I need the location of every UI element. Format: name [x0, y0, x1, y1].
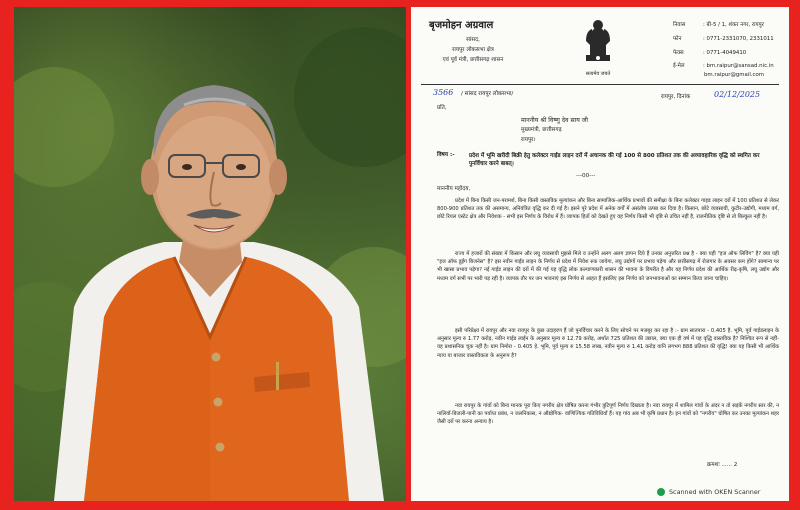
emblem-caption: सत्यमेव जयते — [585, 71, 611, 77]
contact-fax: फेक्स : 0771-4049410 — [673, 50, 747, 56]
divider-mark: ---00--- — [576, 173, 596, 179]
ref-label: / सांसद रायपुर लोकसभा/ — [461, 91, 514, 97]
contact-address: निवास : बी-5 / 1, शंकर नगर, रायपुर — [673, 22, 764, 28]
paragraph-1: प्रदेश में बिना किसी जन-परामर्श, बिना किसी वास्तविक मूल्यांकन और बिना सामाजिक-आर्थिक प्रभावों की समीक्षा के बिना कलेक्टर गाइड लाइन दरों में 100 प्रतिशत से लेकर 800-900 प्रतिशत तक की असमान्य, अनियंत्रित वृद्धि कर दी गई है। इसने पूरे प्रदेश में अनेक वर्गों में असंतोष उत्पन्न कर दिया है। किसान, छोटे व्यवसायी, कुटीर-उद्योगी, मध्यम वर्ग, छोटे रियल एस्टेट क्षेत्र और निवेशक - सभी इस निर्णय के विरोध में हैं। व्यापक हितों को देखते हुए यह निर्णय किसी भी दृष्टि से उचित नहीं है, राजनीतिक दृष्टि से तो बिल्कुल नहीं है। — [437, 198, 779, 221]
scanner-logo-icon — [657, 488, 665, 496]
scanner-badge — [657, 488, 760, 496]
subject-label: विषय :- — [437, 152, 455, 158]
contact-email-2: bm.raipur@gmail.com — [704, 72, 765, 78]
recipient-prati: प्रति, — [437, 105, 447, 111]
date-label: रायपुर, दिनांक — [661, 94, 691, 100]
letterhead-designation: सांसद, — [466, 37, 480, 43]
portrait-photo — [14, 7, 406, 501]
salutation: माननीय महोदय, — [437, 186, 471, 192]
paragraph-4: नवा रायपुर के गांवों को बिना मानक पूरा किए नगरीय क्षेत्र घोषित करना गंभीर त्रुटिपूर्ण निर्णय दिखाता है। नवा रायपुर में शामिल गांवों के अंदर न तो सड़कें नगरीय स्तर की, न नालियाँ-बिजली-पानी का पर्याप्त प्रबंध, न जलनिकास, न औद्योगिक- वाणिज्यिक गतिविधियाँ हैं। यह गांव अब भी कृषि प्रधान है। इन गांवों को "नगरीय" घोषित कर उनका मूल्यांकन शहर जैसी दरों पर करना अन्याय है। — [437, 403, 779, 426]
ref-number: 3566 — [433, 88, 454, 97]
recipient-title: मुख्यमंत्री, छत्तीसगढ़ — [521, 127, 562, 133]
scanned-letter — [411, 7, 789, 501]
letterhead-constituency: रायपुर लोकसभा क्षेत्र — [452, 47, 494, 53]
letterhead-former-minister: एवं पूर्व मंत्री, छत्तीसगढ़ शासन — [442, 57, 504, 63]
letterhead-divider — [421, 84, 779, 85]
recipient-name: माननीय श्री विष्णु देव साय जी — [521, 117, 588, 124]
paragraph-2: राज्य में हजारों की संख्या में किसान और लघु व्यवसायी मुझसे मिले व उन्होंने अलग अलग ज्ञापन दिये हैं उनका अनुत्तरित प्रश्न है - क्या यही "इज ऑफ लिविंग" है? क्या यही "इज ऑफ डूईंग बिजनेस" है? इस नवीन गाईड लाइन के निर्णय से प्रदेश में निवेश रुक जायेगा, लघु उद्योगों पर प्रभाव पड़ेगा और छत्तीसगढ़ में रोजगार के अवसर कम होंगे? सामान्य पर भी खासा प्रभाव पड़ेगा? नई गाईड लाइन की दरों में की गई यह वृद्धि लोक कल्याणकारी शासन की भावना के विपरीत है और यह निर्णय प्रदेश की आर्थिक रीढ़-कृषि, लघु उद्योग और मध्यम वर्ग सभी पर भारी पड़ रही है। व्यापक तौर पर जन भावनाएं इस निर्णय से आहत हैं इसलिए इस निर्णय को जनभावनाओं का सम्मान किया जाना चाहिए। — [437, 251, 779, 282]
national-emblem — [575, 17, 621, 79]
continuation-note: क्रमशः ...... 2 — [707, 462, 738, 468]
contact-phone: फोन : 0771-2331070, 2331011 — [673, 36, 774, 42]
scanner-badge-text: Scanned with OKEN Scanner — [669, 488, 761, 496]
contact-email: ई-मेल : bm.raipur@sansad.nic.in — [673, 63, 774, 69]
ashoka-emblem-icon — [580, 17, 616, 65]
date-value: 02/12/2025 — [714, 90, 761, 99]
paragraph-3: इसी परिप्रेक्ष्य में रायपुर और नवा रायपुर के कुछ उदाहरण हैं जो पुनर्विचार करने के लिए सोचने पर मजबूर कर रहा है :- ग्राम सातपारा - 0.405 है. भूमि, पूर्व गाईडलाइन के अनुसार मूल्य रु 1.77 करोड़, नवीन गाईड लाईन के अनुसार मूल्य रु 12.79 करोड़, अर्थात 725 प्रतिशत की उछाल, क्या एक ही वर्ष में यह वृद्धि वास्तविक है? निश्चित रूप से नहीं-यह प्रशासनिक चूक नहीं है। ग्राम निमोरा - 0.405 हे. भूमि, पूर्व मूल्य रु 15.58 लाख, नवीन मूल्य रु 1.41 करोड़ यानि लगभग 888 प्रतिशत की वृद्धि! क्या यह किसी भी आर्थिक न्याय या बाजार वास्तविकता के अनुरूप है? — [437, 328, 779, 359]
recipient-city: रायपुर। — [521, 137, 536, 143]
letterhead-name: बृजमोहन अग्रवाल — [429, 20, 494, 31]
subject-text: प्रदेश में भूमि खरीदी बिक्री हेतु कलेक्टर गाईड लाइन दरों में अचानक की गई 100 से 800 प्रतिशत तक की अव्यावहारिक वृद्धि को स्थगित कर पुनर्विचार करने बाबत्। — [469, 153, 760, 168]
